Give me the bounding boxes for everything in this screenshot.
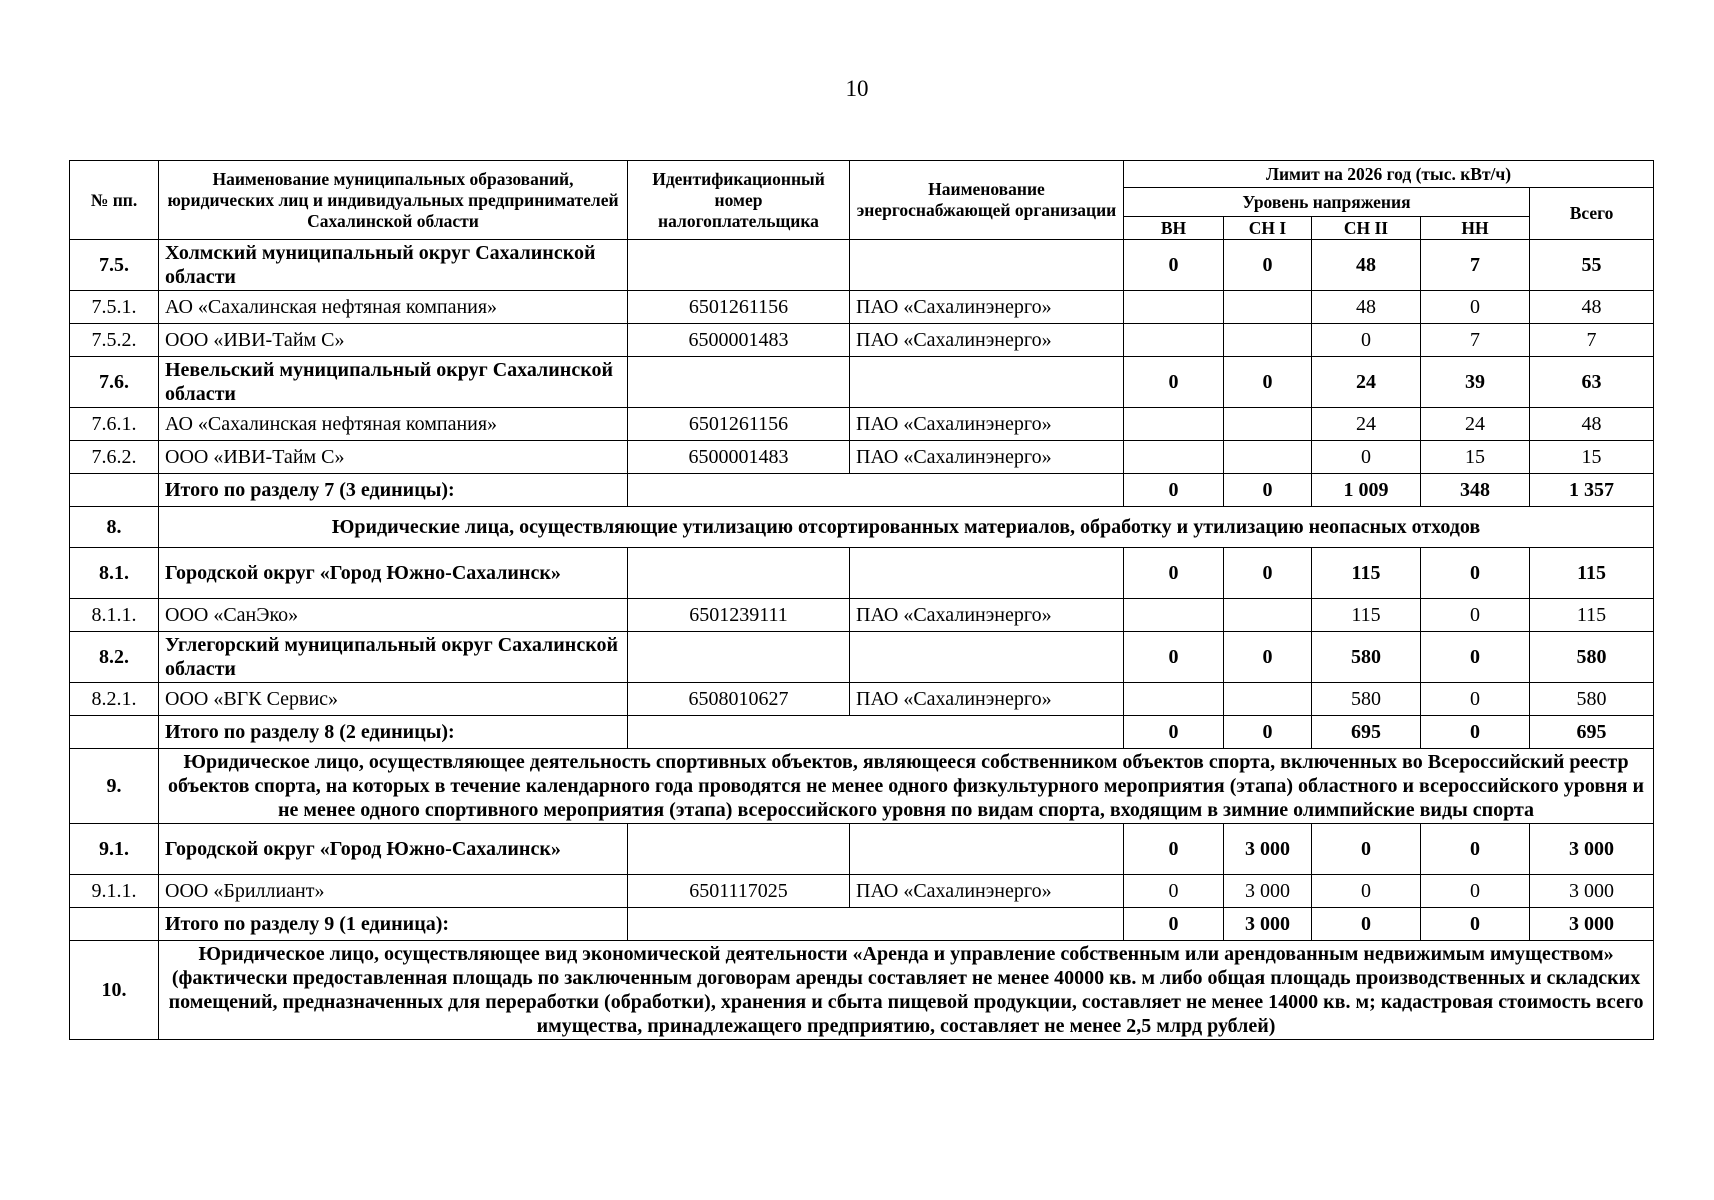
- row-sn2: 115: [1312, 548, 1421, 599]
- row-num: 9.1.: [70, 824, 159, 875]
- row-sn1: 0: [1224, 716, 1312, 749]
- section-row: [70, 507, 1654, 548]
- row-sn1: [1224, 683, 1312, 716]
- row-total: 580: [1530, 632, 1654, 683]
- row-name: Холмский муниципальный округ Сахалинской области: [159, 240, 628, 291]
- row-sn2: 1 009: [1312, 474, 1421, 507]
- row-inn: 6508010627: [628, 683, 850, 716]
- row-org: ПАО «Сахалинэнерго»: [850, 441, 1124, 474]
- row-inn: [628, 632, 850, 683]
- row-num: [70, 716, 159, 749]
- row-name: Итого по разделу 7 (3 единицы):: [159, 474, 628, 507]
- row-nn: 0: [1421, 875, 1530, 908]
- row-inn: 6500001483: [628, 441, 850, 474]
- row-sn1: 3 000: [1224, 908, 1312, 941]
- row-total: 48: [1530, 408, 1654, 441]
- row-sn2: 0: [1312, 441, 1421, 474]
- row-sn1: [1224, 291, 1312, 324]
- header-row-1: [70, 161, 1654, 188]
- table-row: [70, 875, 1654, 908]
- row-nn: 0: [1421, 548, 1530, 599]
- row-sn1: [1224, 324, 1312, 357]
- row-name: АО «Сахалинская нефтяная компания»: [159, 291, 628, 324]
- row-name: АО «Сахалинская нефтяная компания»: [159, 408, 628, 441]
- page-number: 10: [845, 76, 869, 101]
- subtotal-row: [70, 474, 1654, 507]
- row-num: 8.2.: [70, 632, 159, 683]
- row-org: [850, 824, 1124, 875]
- row-nn: 39: [1421, 357, 1530, 408]
- row-sn2: 0: [1312, 324, 1421, 357]
- row-nn: 0: [1421, 683, 1530, 716]
- row-inn: 6501239111: [628, 599, 850, 632]
- subtotal-row: [70, 716, 1654, 749]
- row-num: 8.1.: [70, 548, 159, 599]
- row-org: [850, 632, 1124, 683]
- row-total: 63: [1530, 357, 1654, 408]
- row-total: 48: [1530, 291, 1654, 324]
- section-title: Юридическое лицо, осуществляющее деятельность спортивных объектов, являющееся собственником объектов спорта, включенных во Всероссийский реестр объектов спорта, на которых в течение календарного года проводятся не менее одного физкультурного мероприятия (этапа) областного и всероссийского уровня и не менее одного спортивного мероприятия (этапа) всероссийского уровня по видам спорта, входящим в зимние олимпийские виды спорта: [159, 749, 1654, 824]
- row-sn2: 0: [1312, 824, 1421, 875]
- row-sn1: 0: [1224, 474, 1312, 507]
- row-vn: 0: [1124, 716, 1224, 749]
- row-vn: [1124, 599, 1224, 632]
- header-name: Наименование муниципальных образований, юридических лиц и индивидуальных предпринимателей Сахалинской области: [159, 161, 628, 240]
- limits-table: [69, 160, 1654, 1040]
- header-org: Наименование энергоснабжающей организации: [850, 161, 1124, 240]
- section-title: Юридическое лицо, осуществляющее вид экономической деятельности «Аренда и управление собственным или арендованным недвижимым имуществом» (фактически предоставленная площадь по заключенным договорам аренды составляет не менее 40000 кв. м либо общая площадь производственных и складских помещений, предназначенных для переработки (обработки), хранения и сбыта пищевой продукции, составляет не менее 14000 кв. м; кадастровая стоимость всего имущества, принадлежащего предприятию, составляет не менее 2,5 млрд рублей): [159, 941, 1654, 1040]
- row-sn1: 0: [1224, 632, 1312, 683]
- row-vn: 0: [1124, 357, 1224, 408]
- row-total: 55: [1530, 240, 1654, 291]
- row-vn: [1124, 291, 1224, 324]
- row-vn: 0: [1124, 474, 1224, 507]
- table-row: [70, 599, 1654, 632]
- table-row: [70, 441, 1654, 474]
- row-vn: 0: [1124, 908, 1224, 941]
- row-name: ООО «ИВИ-Тайм С»: [159, 441, 628, 474]
- table-row: [70, 324, 1654, 357]
- row-vn: [1124, 408, 1224, 441]
- row-nn: 0: [1421, 824, 1530, 875]
- row-org: ПАО «Сахалинэнерго»: [850, 875, 1124, 908]
- row-inn: [628, 824, 850, 875]
- row-sn2: 115: [1312, 599, 1421, 632]
- section-row: [70, 941, 1654, 1040]
- row-name: ООО «СанЭко»: [159, 599, 628, 632]
- row-org: ПАО «Сахалинэнерго»: [850, 324, 1124, 357]
- row-org: ПАО «Сахалинэнерго»: [850, 291, 1124, 324]
- row-num: [70, 908, 159, 941]
- row-total: 695: [1530, 716, 1654, 749]
- row-num: 10.: [70, 941, 159, 1040]
- header-nn: НН: [1421, 217, 1530, 240]
- header-total: Всего: [1530, 188, 1654, 240]
- group-row: [70, 824, 1654, 875]
- row-empty: [628, 908, 1124, 941]
- table-row: [70, 683, 1654, 716]
- row-sn2: 24: [1312, 357, 1421, 408]
- table-row: [70, 291, 1654, 324]
- header-num: № пп.: [70, 161, 159, 240]
- row-vn: [1124, 441, 1224, 474]
- row-vn: 0: [1124, 632, 1224, 683]
- row-name: Невельский муниципальный округ Сахалинской области: [159, 357, 628, 408]
- row-sn1: [1224, 599, 1312, 632]
- group-row: [70, 240, 1654, 291]
- row-name: ООО «Бриллиант»: [159, 875, 628, 908]
- row-num: 7.6.2.: [70, 441, 159, 474]
- header-vn: ВН: [1124, 217, 1224, 240]
- row-nn: 0: [1421, 632, 1530, 683]
- row-num: 7.6.: [70, 357, 159, 408]
- row-sn2: 0: [1312, 908, 1421, 941]
- row-total: 7: [1530, 324, 1654, 357]
- row-inn: [628, 357, 850, 408]
- row-name: Итого по разделу 9 (1 единица):: [159, 908, 628, 941]
- row-name: Городской округ «Город Южно-Сахалинск»: [159, 824, 628, 875]
- section-title: Юридические лица, осуществляющие утилизацию отсортированных материалов, обработку и утилизацию неопасных отходов: [159, 507, 1654, 548]
- row-vn: 0: [1124, 240, 1224, 291]
- row-num: [70, 474, 159, 507]
- row-nn: 24: [1421, 408, 1530, 441]
- row-num: 7.5.: [70, 240, 159, 291]
- row-total: 3 000: [1530, 908, 1654, 941]
- row-total: 3 000: [1530, 824, 1654, 875]
- row-sn2: 695: [1312, 716, 1421, 749]
- table-row: [70, 408, 1654, 441]
- row-org: ПАО «Сахалинэнерго»: [850, 683, 1124, 716]
- row-inn: 6501117025: [628, 875, 850, 908]
- row-nn: 0: [1421, 291, 1530, 324]
- row-empty: [628, 716, 1124, 749]
- row-org: [850, 357, 1124, 408]
- row-vn: 0: [1124, 875, 1224, 908]
- row-num: 8.1.1.: [70, 599, 159, 632]
- row-num: 9.: [70, 749, 159, 824]
- row-num: 9.1.1.: [70, 875, 159, 908]
- row-org: ПАО «Сахалинэнерго»: [850, 408, 1124, 441]
- row-num: 7.5.2.: [70, 324, 159, 357]
- row-num: 7.5.1.: [70, 291, 159, 324]
- row-sn2: 0: [1312, 875, 1421, 908]
- row-sn1: 0: [1224, 357, 1312, 408]
- row-inn: 6501261156: [628, 291, 850, 324]
- row-sn2: 48: [1312, 291, 1421, 324]
- row-name: ООО «ИВИ-Тайм С»: [159, 324, 628, 357]
- row-sn2: 580: [1312, 683, 1421, 716]
- subtotal-row: [70, 908, 1654, 941]
- row-total: 3 000: [1530, 875, 1654, 908]
- header-sn1: СН I: [1224, 217, 1312, 240]
- row-sn1: 0: [1224, 548, 1312, 599]
- row-sn1: 3 000: [1224, 875, 1312, 908]
- row-inn: 6501261156: [628, 408, 850, 441]
- row-sn2: 24: [1312, 408, 1421, 441]
- row-org: ПАО «Сахалинэнерго»: [850, 599, 1124, 632]
- row-total: 580: [1530, 683, 1654, 716]
- row-total: 1 357: [1530, 474, 1654, 507]
- row-nn: 7: [1421, 324, 1530, 357]
- row-name: ООО «ВГК Сервис»: [159, 683, 628, 716]
- group-row: [70, 632, 1654, 683]
- row-vn: 0: [1124, 824, 1224, 875]
- row-num: 8.2.1.: [70, 683, 159, 716]
- row-name: Итого по разделу 8 (2 единицы):: [159, 716, 628, 749]
- row-num: 7.6.1.: [70, 408, 159, 441]
- row-inn: [628, 548, 850, 599]
- row-sn2: 48: [1312, 240, 1421, 291]
- row-name: Городской округ «Город Южно-Сахалинск»: [159, 548, 628, 599]
- row-inn: 6500001483: [628, 324, 850, 357]
- row-num: 8.: [70, 507, 159, 548]
- row-org: [850, 548, 1124, 599]
- row-org: [850, 240, 1124, 291]
- row-sn1: 0: [1224, 240, 1312, 291]
- section-row: [70, 749, 1654, 824]
- row-vn: [1124, 324, 1224, 357]
- row-inn: [628, 240, 850, 291]
- row-nn: 348: [1421, 474, 1530, 507]
- header-sn2: СН II: [1312, 217, 1421, 240]
- row-sn1: 3 000: [1224, 824, 1312, 875]
- row-nn: 15: [1421, 441, 1530, 474]
- row-sn1: [1224, 408, 1312, 441]
- row-total: 115: [1530, 548, 1654, 599]
- row-vn: 0: [1124, 548, 1224, 599]
- row-nn: 0: [1421, 908, 1530, 941]
- row-vn: [1124, 683, 1224, 716]
- row-total: 15: [1530, 441, 1654, 474]
- row-name: Углегорский муниципальный округ Сахалинской области: [159, 632, 628, 683]
- header-level: Уровень напряжения: [1124, 188, 1530, 217]
- group-row: [70, 548, 1654, 599]
- row-empty: [628, 474, 1124, 507]
- row-sn2: 580: [1312, 632, 1421, 683]
- row-total: 115: [1530, 599, 1654, 632]
- row-nn: 0: [1421, 599, 1530, 632]
- row-sn1: [1224, 441, 1312, 474]
- header-inn: Идентификационный номер налогоплательщика: [628, 161, 850, 240]
- row-nn: 0: [1421, 716, 1530, 749]
- group-row: [70, 357, 1654, 408]
- row-nn: 7: [1421, 240, 1530, 291]
- header-limit: Лимит на 2026 год (тыс. кВт/ч): [1124, 161, 1654, 188]
